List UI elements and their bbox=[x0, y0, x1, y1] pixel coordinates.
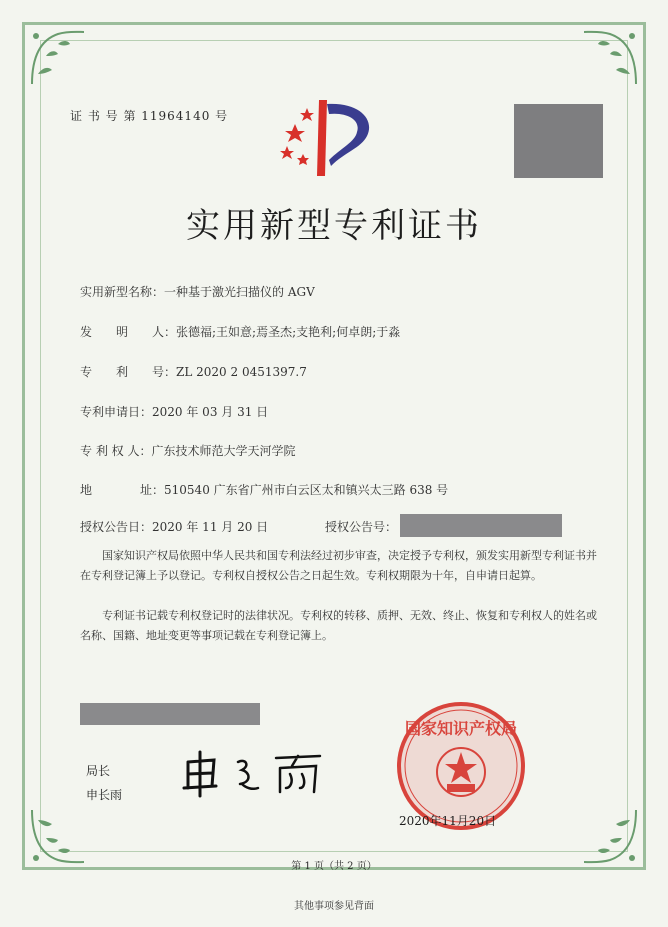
handwritten-signature bbox=[180, 748, 330, 798]
patentee-value: 广东技术师范大学天河学院 bbox=[151, 444, 296, 458]
footer-note: 其他事项参见背面 bbox=[294, 901, 374, 912]
inventor-value: 张德福;王如意;焉圣杰;支艳利;何卓朗;于淼 bbox=[176, 325, 401, 339]
grant-date-label: 授权公告日： bbox=[80, 520, 153, 534]
inventor-row bbox=[80, 323, 400, 340]
signatory-name: 申长雨 bbox=[86, 788, 123, 802]
utility-name-value: 一种基于激光扫描仪的 AGV bbox=[164, 285, 315, 299]
patent-office-logo-icon bbox=[275, 96, 385, 180]
patent-number-row bbox=[80, 363, 307, 380]
barcode-redacted bbox=[80, 703, 260, 725]
filing-date-row bbox=[80, 403, 268, 420]
signatory-title: 局长 bbox=[86, 764, 111, 778]
seal-date: 2020年11月20日 bbox=[399, 814, 497, 828]
address-row bbox=[80, 481, 448, 498]
filing-date-label: 专利申请日： bbox=[80, 405, 153, 419]
certificate-title: 实用新型专利证书 bbox=[186, 206, 482, 246]
address-value: 510540 广东省广州市白云区太和镇兴太三路 638 号 bbox=[164, 483, 449, 497]
paragraph-legal-status: 专利证书记载专利权登记时的法律状况。专利权的转移、质押、无效、终止、恢复和专利权人的姓名或名称、国籍、地址变更等事项记载在专利登记簿上。 bbox=[80, 609, 597, 642]
patent-number-label: 专 利 号： bbox=[80, 365, 177, 379]
seal-text: 国家知识产权局 bbox=[404, 719, 518, 738]
corner-ornament-icon bbox=[28, 28, 88, 88]
utility-name-label: 实用新型名称： bbox=[80, 285, 165, 299]
grant-date-row bbox=[80, 518, 268, 535]
paragraph-grant-statement: 国家知识产权局依照中华人民共和国专利法经过初步审查，决定授予专利权，颁发实用新型专利证书并在专利登记簿上予以登记。专利权自授权公告之日起生效。专利权期限为十年，自申请日起算。 bbox=[80, 549, 597, 582]
certificate-number: 证 书 号 第 11964140 号 bbox=[70, 109, 229, 123]
address-label: 地 址： bbox=[80, 483, 165, 497]
grant-date-value: 2020 年 11 月 20 日 bbox=[152, 520, 269, 534]
grant-number-row bbox=[325, 518, 397, 535]
grant-number-redacted bbox=[400, 514, 562, 537]
inventor-label: 发 明 人： bbox=[80, 325, 177, 339]
grant-number-label: 授权公告号： bbox=[325, 520, 398, 534]
patent-number-value: ZL 2020 2 0451397.7 bbox=[176, 365, 307, 379]
photo-redacted bbox=[514, 104, 603, 178]
page-indicator: 第 1 页（共 2 页） bbox=[291, 861, 377, 872]
filing-date-value: 2020 年 03 月 31 日 bbox=[152, 405, 269, 419]
patentee-row bbox=[80, 442, 295, 459]
patentee-label: 专 利 权 人： bbox=[80, 444, 152, 458]
corner-ornament-icon bbox=[580, 28, 640, 88]
utility-name-row bbox=[80, 283, 315, 300]
